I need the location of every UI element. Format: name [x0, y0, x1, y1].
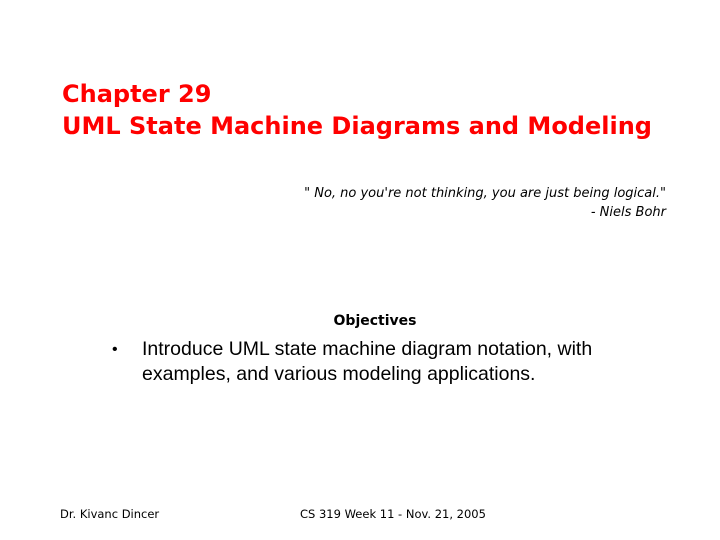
title-line-topic: UML State Machine Diagrams and Modeling	[62, 112, 652, 140]
bullet-marker: •	[112, 341, 118, 358]
bullet-list	[112, 337, 672, 387]
footer-course-date: CS 319 Week 11 - Nov. 21, 2005	[300, 507, 486, 521]
footer-author: Dr. Kivanc Dincer	[60, 507, 160, 521]
bullet-item	[112, 337, 672, 387]
bullet-text: Introduce UML state machine diagram notation, with examples, and various modeling applications.	[142, 338, 593, 385]
slide-title	[62, 78, 702, 142]
quote-block	[250, 184, 666, 222]
objectives-heading: Objectives	[333, 313, 417, 329]
title-line-chapter: Chapter 29	[62, 80, 212, 108]
quote-text: " No, no you're not thinking, you are just being logical."	[304, 186, 666, 201]
quote-author: - Niels Bohr	[590, 205, 666, 220]
